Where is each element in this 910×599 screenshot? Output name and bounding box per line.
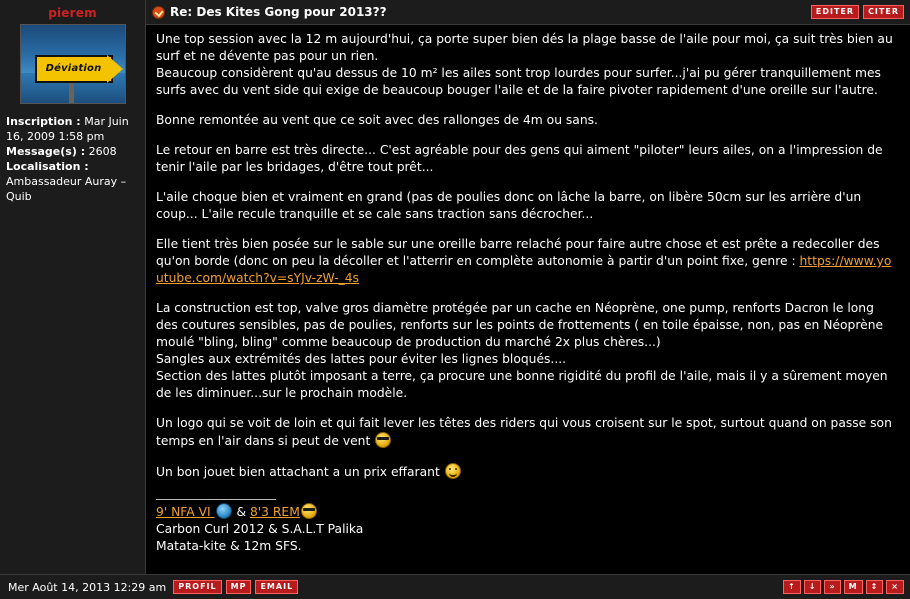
paragraph-1: Une top session avec la 12 m aujourd'hui, ça porte super bien dés la plage basse de l'aile pour moi, ça suit très bien au surf et ne dévente pas pour un rien.: [156, 32, 893, 63]
avatar-sign-text: Déviation: [35, 55, 113, 83]
localisation-value: Ambassadeur Auray – Quib: [6, 175, 127, 203]
youtube-link[interactable]: https://www.youtube.com/watch?v=sYJv-zW-_4s: [156, 254, 892, 285]
messages-value: 2608: [88, 145, 117, 158]
paragraph-9: Section des lattes plutôt imposant a terre, ça procure une bonne rigidité du profil de l'aile, mais il y a sûrement moyen de les diminuer...sur le prochain modèle.: [156, 369, 888, 400]
header-button-group: [811, 5, 904, 19]
post-footer: [0, 574, 910, 599]
signature-line-3: Matata-kite & 12m SFS.: [156, 539, 302, 553]
pm-button[interactable]: MP: [226, 580, 252, 594]
author-meta: [4, 112, 141, 204]
paragraph-6-text: Elle tient très bien posée sur le sable sur une oreille barre relaché pour faire autre chose et est prête a redecoller des qu'on borde (donc on peu la décoller et l'atterrir en complète autonomie à partir d'un point fixe, genre :: [156, 237, 880, 268]
messages-label: Message(s) :: [6, 145, 86, 158]
messages-row: [6, 144, 139, 159]
message-content: [146, 25, 910, 574]
paragraph-4: Le retour en barre est très directe... C'est agréable pour des gens qui aiment "piloter" leurs ailes, on a l'impression de tenir l'aile par les bridages, d'être tout prêt...: [156, 143, 883, 174]
pager-button-group: [783, 580, 904, 594]
signature-line-1: [156, 503, 898, 521]
page-m-button[interactable]: M: [844, 580, 863, 594]
paragraph-10-text: Un logo qui se voit de loin et qui fait lever les têtes des riders qui vous croisent sur le spot, surtout quand on passe son temps en l'air dans si peut de vent: [156, 416, 892, 448]
avatar-arrow-icon: [107, 55, 123, 83]
edit-button[interactable]: EDITER: [811, 5, 859, 19]
email-button[interactable]: EMAIL: [255, 580, 298, 594]
author-name[interactable]: pierem: [48, 6, 97, 20]
footer-left: [6, 580, 298, 594]
page-up-button[interactable]: ↑: [783, 580, 801, 594]
paragraph-6: [156, 236, 898, 287]
page-close-button[interactable]: ×: [886, 580, 904, 594]
paragraph-11: [156, 463, 898, 481]
smile-smiley-icon: [445, 463, 461, 479]
subject-line: [152, 5, 387, 19]
inscription-row: [6, 114, 139, 144]
localisation-row: [6, 159, 139, 204]
paragraph-11-text: Un bon jouet bien attachant a un prix effarant: [156, 465, 444, 479]
inscription-value: Mar Juin 16, 2009 1:58 pm: [6, 115, 129, 143]
avatar: [20, 24, 126, 104]
page-scroll-button[interactable]: ↕: [866, 580, 884, 594]
page-down-button[interactable]: ↓: [804, 580, 822, 594]
paragraph-5: L'aile choque bien et vraiment en grand (pas de poulies donc on lâche la barre, on libère 50cm sur les arrière d'un coup... L'aile recule tranquille et se cale sans traction sans décrocher...: [156, 190, 862, 221]
localisation-label: Localisation :: [6, 160, 89, 173]
message-column: [146, 0, 910, 574]
signature-line-2: Carbon Curl 2012 & S.A.L.T Palika: [156, 522, 364, 536]
subject-text: Re: Des Kites Gong pour 2013??: [170, 5, 387, 19]
author-column: [0, 0, 146, 574]
footer-button-group: [173, 580, 298, 594]
paragraph-8: Sangles aux extrémités des lattes pour éviter les lignes bloqués....: [156, 352, 567, 366]
globe-icon: [216, 503, 232, 519]
signature-board-2[interactable]: 8'3 REM: [249, 505, 300, 519]
profile-button[interactable]: PROFIL: [173, 580, 221, 594]
signature-amp: &: [232, 505, 250, 519]
signature-board-1[interactable]: 9' NFA VI: [156, 505, 215, 519]
inscription-label: Inscription :: [6, 115, 81, 128]
post-timestamp: Mer Août 14, 2013 12:29 am: [8, 580, 167, 594]
paragraph-3: Bonne remontée au vent que ce soit avec des rallonges de 4m ou sans.: [156, 113, 598, 127]
signature-divider: [156, 499, 276, 500]
cool-smiley-icon: [375, 432, 391, 448]
page-next-button[interactable]: »: [824, 580, 840, 594]
paragraph-7: La construction est top, valve gros diamètre protégée par un cache en Néoprène, one pump, renforts Dacron le long des coutures sensibles, pas de poulies, renforts sur les points de frottements ( en toile épaisse, non, pas en Néoprène moulé "bling, bling" comme beaucoup de production du marché 2x plus chères...): [156, 301, 884, 349]
paragraph-10: [156, 415, 898, 450]
post-bullet-icon: [152, 6, 165, 19]
signature: [156, 499, 898, 555]
quote-button[interactable]: CITER: [863, 5, 904, 19]
message-header: [146, 0, 910, 25]
paragraph-2: Beaucoup considèrent qu'au dessus de 10 m² les ailes sont trop lourdes pour surfer...j'ai pu gérer tranquillement mes surfs avec du vent side qui exige de beaucoup bouger l'aile et de la faire pivoter rapidement d'une oreille sur l'autre.: [156, 66, 881, 97]
signature-cool-icon: [301, 503, 317, 519]
